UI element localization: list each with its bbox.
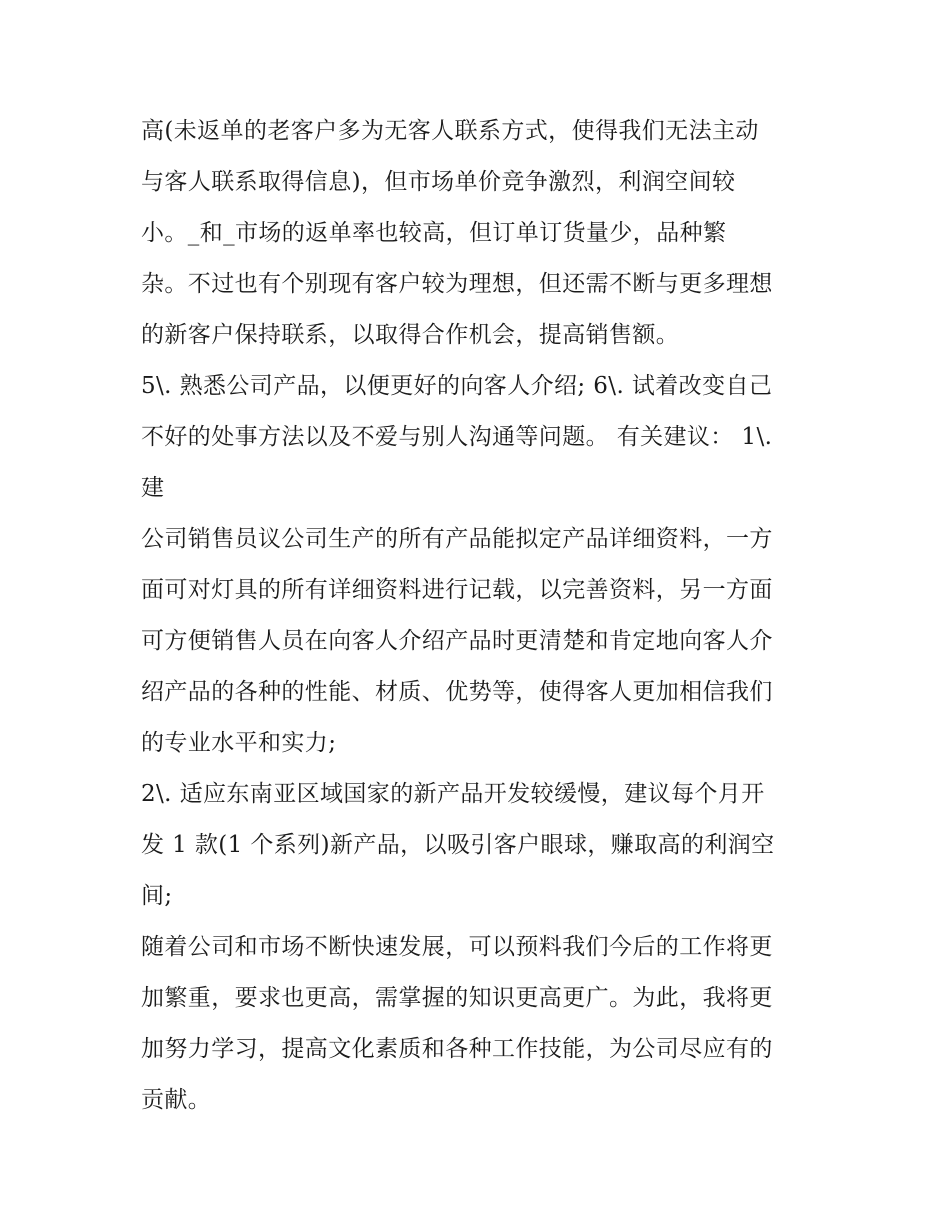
- text-line: 可方便销售人员在向客人介绍产品时更清楚和肯定地向客人介: [141, 628, 773, 654]
- text-line: 的新客户保持联系，以取得合作机会，提高销售额。: [141, 322, 680, 348]
- text-line: 杂。不过也有个别现有客户较为理想，但还需不断与更多理想: [141, 271, 773, 297]
- text-line: 不好的处事方法以及不爱与别人沟通等问题。 有关建议： 1\.: [141, 424, 773, 450]
- text-line: 建: [141, 475, 165, 501]
- text-line: 绍产品的各种的性能、材质、优势等，使得客人更加相信我们: [141, 679, 773, 705]
- text-line: 加繁重，要求也更高，需掌握的知识更高更广。为此，我将更: [141, 985, 773, 1011]
- text-line: 公司销售员议公司生产的所有产品能拟定产品详细资料，一方: [141, 526, 773, 552]
- text-line: 发 1 款(1 个系列)新产品，以吸引客户眼球，赚取高的利润空: [141, 832, 775, 858]
- text-line: 与客人联系取得信息)，但市场单价竞争激烈，利润空间较: [141, 169, 736, 195]
- text-line: 加努力学习，提高文化素质和各种工作技能，为公司尽应有的: [141, 1036, 773, 1062]
- body-text: [141, 106, 821, 1126]
- text-line: 小。_和_市场的返单率也较高，但订单订货量少，品种繁: [141, 220, 727, 246]
- text-line: 高(未返单的老客户多为无客人联系方式，使得我们无法主动: [141, 118, 759, 144]
- text-line: 5\. 熟悉公司产品，以便更好的向客人介绍; 6\. 试着改变自己: [141, 373, 773, 399]
- text-line: 贡献。: [141, 1087, 212, 1113]
- text-line: 面可对灯具的所有详细资料进行记载，以完善资料，另一方面: [141, 577, 773, 603]
- text-line: 随着公司和市场不断快速发展，可以预料我们今后的工作将更: [141, 934, 773, 960]
- text-line: 的专业水平和实力;: [141, 730, 337, 756]
- text-line: 2\. 适应东南亚区域国家的新产品开发较缓慢，建议每个月开: [141, 781, 765, 807]
- text-line: 间;: [141, 883, 173, 909]
